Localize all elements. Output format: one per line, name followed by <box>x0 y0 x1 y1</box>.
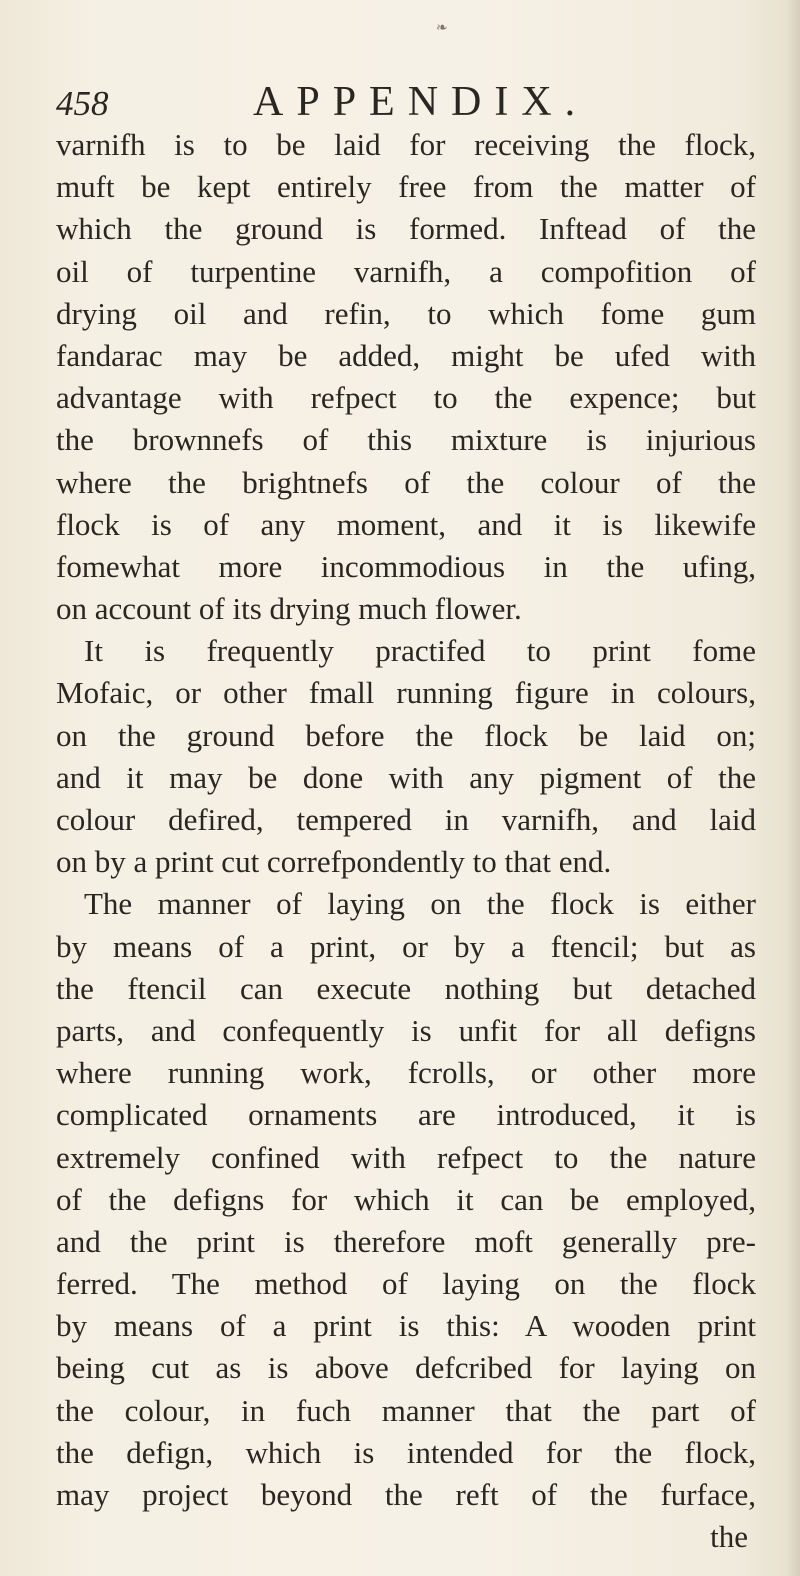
text-line: drying oil and refin, to which fome gum <box>56 295 756 331</box>
text-line: and the print is therefore moft generally pre- <box>56 1223 756 1259</box>
text-line: on account of its drying much flower. <box>56 591 522 627</box>
text-line: on by a print cut correfpondently to that end. <box>56 844 612 880</box>
body-text <box>56 124 756 1558</box>
text-line: oil of turpentine varnifh, a compofition of <box>56 253 756 289</box>
text-line: muft be kept entirely free from the matter of <box>56 169 756 205</box>
text-line: advantage with refpect to the expence; but <box>56 380 756 416</box>
text-line: the brownnefs of this mixture is injurious <box>56 422 756 458</box>
text-line: colour defired, tempered in varnifh, and laid <box>56 802 756 837</box>
text-line: varnifh is to be laid for receiving the flock, <box>56 127 756 162</box>
text-line: where the brightnefs of the colour of the <box>56 464 756 500</box>
page-number: 458 <box>56 84 109 123</box>
text-line: and it may be done with any pigment of the <box>56 759 756 795</box>
text-line: It is frequently practifed to print fome <box>84 633 756 669</box>
running-head: APPENDIX. <box>253 79 589 125</box>
text-line: ferred. The method of laying on the flock <box>56 1266 756 1302</box>
page-header <box>50 78 750 128</box>
page-edge-shadow <box>786 0 800 1576</box>
text-line: the ftencil can execute nothing but detached <box>56 970 756 1006</box>
text-line: fandarac may be added, might be ufed with <box>56 337 756 373</box>
text-line: where running work, fcrolls, or other more <box>56 1055 756 1091</box>
text-line: by means of a print is this: A wooden print <box>56 1308 756 1344</box>
text-line: complicated ornaments are introduced, it is <box>56 1097 756 1133</box>
text-line: on the ground before the flock be laid on; <box>56 717 756 753</box>
catchword: the <box>710 1519 748 1555</box>
text-line: parts, and confequently is unfit for all defigns <box>56 1012 756 1048</box>
text-line: by means of a print, or by a ftencil; but as <box>56 928 756 964</box>
text-line: flock is of any moment, and it is likewife <box>56 506 756 542</box>
text-line: the defign, which is intended for the flock, <box>56 1434 756 1470</box>
text-line: of the defigns for which it can be employed, <box>56 1181 756 1217</box>
text-line: which the ground is formed. Inftead of the <box>56 211 756 247</box>
text-line: the colour, in fuch manner that the part of <box>56 1392 756 1428</box>
printer-mark-icon: ❧ <box>436 20 448 36</box>
text-line: extremely confined with refpect to the nature <box>56 1139 756 1175</box>
text-line: being cut as is above defcribed for laying on <box>56 1350 756 1386</box>
text-line: may project beyond the reft of the furface, <box>56 1477 756 1512</box>
text-line: Mofaic, or other fmall running figure in colours, <box>56 675 756 711</box>
text-line: fomewhat more incommodious in the ufing, <box>56 548 756 584</box>
text-line: The manner of laying on the flock is either <box>84 886 756 922</box>
